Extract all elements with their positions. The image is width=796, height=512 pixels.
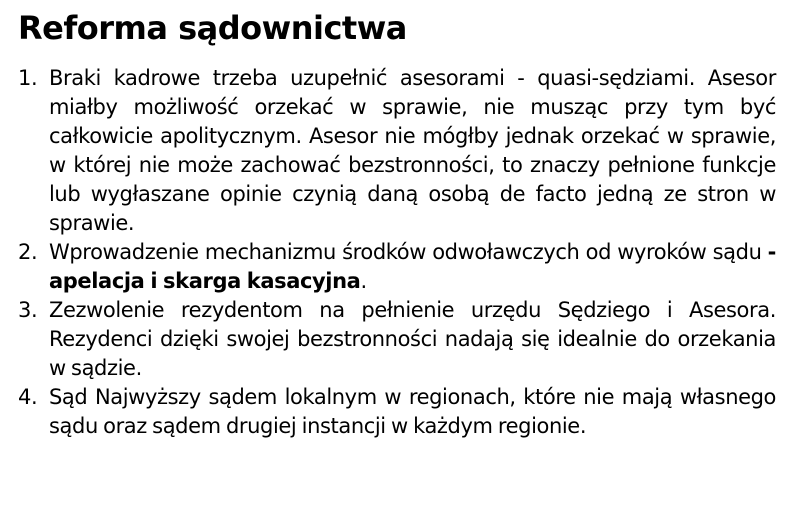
reform-list (18, 64, 776, 441)
list-item-text: Sąd Najwyższy sądem lokalnym w regionach, które nie mają własnego sądu oraz sądem drugiej instancji w każdym regionie. (49, 385, 776, 438)
list-item (18, 64, 776, 238)
list-item (18, 238, 776, 296)
list-item (18, 383, 776, 441)
list-item-text: Braki kadrowe trzeba uzupełnić asesorami - quasi-sędziami. Asesor miałby możliwość orzekać w sprawie, nie musząc przy tym być całkowicie apolitycznym. Asesor nie mógłby jednak orzekać w sprawie, w której nie może zachować bezstronności, to znaczy pełnione funkcje lub wygłaszane opinie czynią daną osobą de facto jedną ze stron w sprawie. (49, 66, 776, 235)
list-item-number: 2. (18, 240, 38, 264)
list-item-text: Zezwolenie rezydentom na pełnienie urzędu Sędziego i Asesora. Rezydenci dzięki swojej bezstronności nadają się idealnie do orzekania w sądzie. (49, 298, 776, 380)
list-item-text-end: . (360, 269, 367, 293)
list-item (18, 296, 776, 383)
list-item-number: 3. (18, 298, 38, 322)
list-item-number: 1. (18, 66, 38, 90)
page-title: Reforma sądownictwa (18, 9, 407, 47)
list-item-number: 4. (18, 385, 38, 409)
list-item-text: Wprowadzenie mechanizmu środków odwoławczych od wyroków sądu (49, 240, 768, 264)
list-item-emphasis: - apelacja i skarga kasacyjna (49, 240, 776, 293)
